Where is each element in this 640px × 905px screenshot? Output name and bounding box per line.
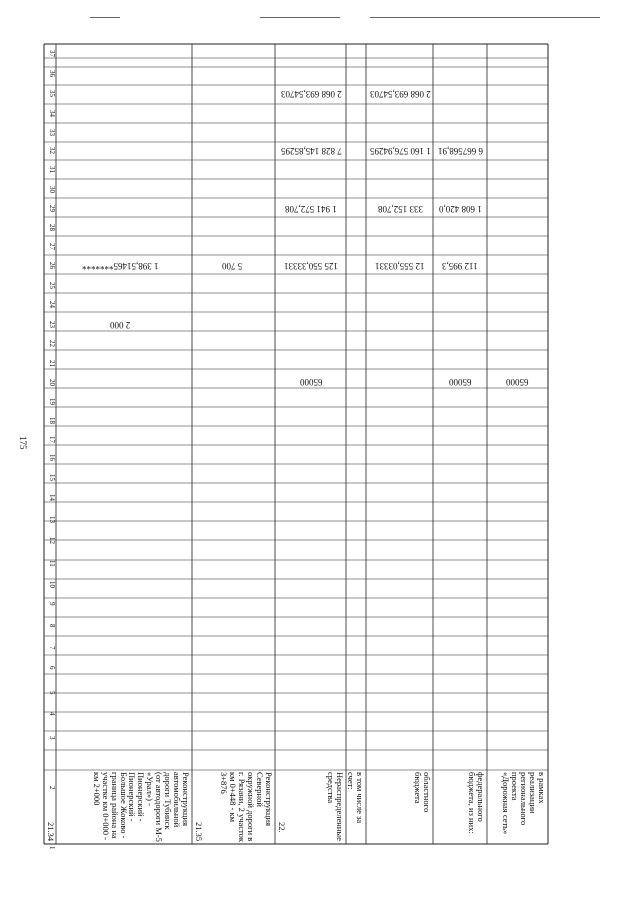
column-number: 26 (48, 262, 56, 269)
column-number: 17 (48, 436, 56, 443)
column-number: 29 (48, 205, 56, 212)
column-number: 31 (48, 166, 56, 173)
value-cell: 1 160 576,94295 (369, 146, 431, 156)
row-number: 22. (277, 822, 287, 833)
value-cell: 1 398,51465******* (81, 261, 158, 271)
value-cell: 5 700 (222, 261, 243, 271)
value-cell: 125 550,33331 (284, 261, 338, 271)
column-number: 21 (48, 360, 56, 367)
value-cell: 2 068 693,54703 (369, 89, 431, 99)
column-number: 9 (48, 602, 56, 606)
scan-artifact (90, 17, 120, 18)
value-cell: 65000 (299, 377, 322, 387)
row-name: Реконструкция Северной окружной дороги в г. Рязани, 2 участок км 0+448 - км 3+876 (219, 772, 274, 842)
column-number: 24 (48, 301, 56, 308)
row-name: федерального бюджета, из них: (467, 772, 486, 834)
row-name: в рамках реализации регионального проекта «Дорожная сеть» (501, 772, 547, 835)
column-number: 15 (48, 474, 56, 481)
column-number: 32 (48, 147, 56, 154)
column-number: 2 (48, 786, 56, 790)
column-number: 1 (48, 846, 56, 850)
column-number: 30 (48, 186, 56, 193)
column-number: 27 (48, 243, 56, 250)
value-cell: 12 555,03331 (375, 261, 425, 271)
column-number: 7 (48, 646, 56, 650)
column-number: 12 (48, 537, 56, 544)
column-number: 3 (48, 736, 56, 740)
column-number: 16 (48, 454, 56, 461)
column-number: 5 (48, 691, 56, 695)
value-cell: 333 152,708 (377, 204, 423, 214)
column-number: 18 (48, 417, 56, 424)
column-number: 34 (48, 110, 56, 117)
row-number: 21.34 (46, 822, 56, 842)
value-cell: 1 608 420,0 (438, 204, 482, 214)
column-number: 20 (48, 379, 56, 386)
page-number: 175 (18, 436, 28, 450)
column-number: 13 (48, 516, 56, 523)
value-cell: 112 995,3 (442, 261, 478, 271)
value-cell: 65000 (505, 377, 528, 387)
column-number: 14 (48, 494, 56, 501)
column-number: 25 (48, 282, 56, 289)
column-number: 36 (48, 70, 56, 77)
value-cell: 7 828 145,85295 (280, 146, 342, 156)
column-number: 4 (48, 712, 56, 716)
scan-artifact (260, 17, 340, 18)
column-number: 8 (48, 624, 56, 628)
row-name: в том числе за счет: (346, 772, 365, 824)
value-cell: 65000 (448, 377, 471, 387)
column-number: 10 (48, 581, 56, 588)
column-number: 22 (48, 340, 56, 347)
row-name: Реконструкция автомобильной дороги Тубинск (от автодороги М-5 «Урал») - Пионерский - Пионерский - Большое Жоково - граница района на участке км 0+000 - км 2+000 (91, 772, 191, 842)
column-number: 11 (48, 560, 56, 567)
column-number: 6 (48, 666, 56, 670)
value-cell: 6 667568,91 (437, 146, 483, 156)
row-name: Нераспределенные средства (326, 772, 345, 841)
column-number: 33 (48, 129, 56, 136)
column-number: 23 (48, 321, 56, 328)
value-cell: 1 941 572,708 (285, 204, 337, 214)
row-name: областного бюджета (413, 772, 432, 813)
row-number: 21.35 (194, 822, 204, 842)
column-number: 35 (48, 90, 56, 97)
column-number: 28 (48, 224, 56, 231)
column-number: 37 (48, 50, 56, 57)
value-cell: 2 068 693,54703 (280, 89, 342, 99)
column-number: 19 (48, 398, 56, 405)
value-cell: 2 000 (110, 320, 131, 330)
scan-artifact (370, 17, 600, 18)
